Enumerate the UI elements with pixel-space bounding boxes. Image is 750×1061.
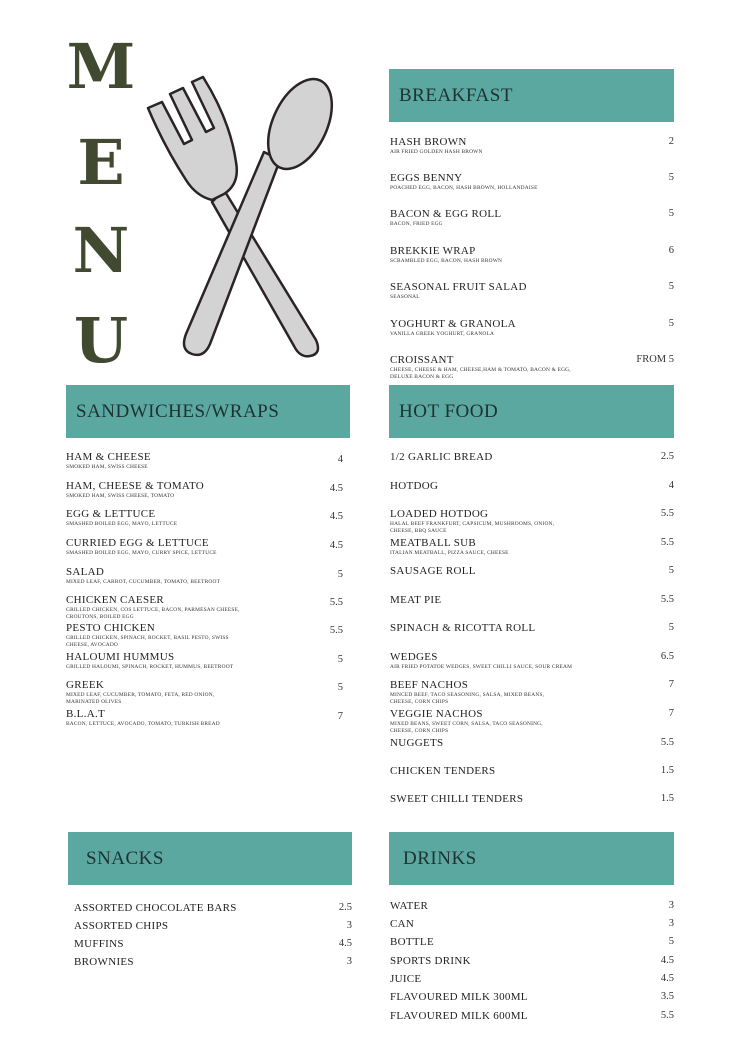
- list-item: [390, 451, 674, 463]
- item-name: SAUSAGE ROLL: [390, 565, 476, 577]
- item-description: AIR FRIED POTATOE WEDGES, SWEET CHILLI SAUCE, SOUR CREAM: [390, 664, 573, 670]
- item-description: CHEESE, CHEESE & HAM, CHEESE,HAM & TOMATO, BACON & EGG, DELUXE BACON & EGG: [390, 367, 571, 380]
- list-item: [66, 679, 343, 706]
- breakfast-list: [390, 136, 674, 386]
- item-name: JUICE: [390, 973, 422, 985]
- item-name: VEGGIE NACHOS: [390, 708, 483, 720]
- item-name: BACON & EGG ROLL: [390, 208, 502, 220]
- list-item: [390, 594, 674, 606]
- item-name: PESTO CHICKEN: [66, 622, 155, 634]
- item-description: AIR FRIED GOLDEN HASH BROWN: [390, 149, 483, 155]
- item-description: SMASHED BOILED EGG, MAYO, CURRY SPICE, LETTUCE: [66, 550, 217, 556]
- item-description: BACON, LETTUCE, AVOCADO, TOMATO, TURKISH BREAD: [66, 721, 220, 727]
- list-item: [66, 566, 343, 586]
- item-price: 4.5: [329, 540, 343, 551]
- item-name: HASH BROWN: [390, 136, 467, 148]
- fork-and-spoon-crossed-icon: [140, 72, 350, 362]
- list-item: [390, 708, 674, 735]
- list-item: [66, 594, 343, 621]
- item-description: BACON, FRIED EGG: [390, 221, 443, 227]
- item-price: 5.5: [660, 508, 674, 519]
- item-price: 4.5: [329, 511, 343, 522]
- item-name: ASSORTED CHIPS: [74, 920, 169, 932]
- drinks-list: [390, 900, 674, 1030]
- item-name: MEAT PIE: [390, 594, 442, 606]
- item-name: 1/2 GARLIC BREAD: [390, 451, 493, 463]
- list-item: [390, 765, 674, 777]
- item-price: 5: [668, 936, 674, 947]
- list-item: [390, 918, 674, 930]
- list-item: [74, 920, 352, 932]
- item-price: 4.5: [329, 483, 343, 494]
- list-item: [390, 480, 674, 492]
- list-item: [74, 938, 352, 950]
- item-description: HALAL BEEF FRANKFURT, CAPSICUM, MUSHROOMS, ONION, CHEESE, BBQ SAUCE: [390, 521, 555, 534]
- list-item: [390, 537, 674, 557]
- list-item: [390, 679, 674, 706]
- item-description: SMOKED HAM, SWISS CHEESE, TOMATO: [66, 493, 175, 499]
- list-item: [390, 793, 674, 805]
- list-item: [66, 451, 343, 471]
- item-name: BOTTLE: [390, 936, 434, 948]
- item-price: 5: [337, 654, 343, 665]
- item-price: 7: [337, 711, 343, 722]
- item-name: WATER: [390, 900, 429, 912]
- item-price: 2.5: [338, 902, 352, 913]
- item-price: 6: [668, 245, 674, 256]
- item-price: 5.5: [660, 737, 674, 748]
- list-item: [390, 955, 674, 967]
- item-price: 5: [337, 569, 343, 580]
- item-price: 4.5: [660, 955, 674, 966]
- item-price: 5.5: [660, 537, 674, 548]
- item-price: 3: [346, 956, 352, 967]
- list-item: [390, 318, 674, 338]
- item-name: GREEK: [66, 679, 105, 691]
- list-item: [390, 737, 674, 749]
- hot-food-heading: HOT FOOD: [399, 400, 499, 422]
- hot-food-header: [389, 385, 674, 438]
- item-description: MINCED BEEF, TACO SEASONING, SALSA, MIXED BEANS, CHEESE, CORN CHIPS: [390, 692, 545, 705]
- item-name: HOTDOG: [390, 480, 439, 492]
- item-description: MIXED BEANS, SWEET CORN, SALSA, TACO SEASONING, CHEESE, CORN CHIPS: [390, 721, 543, 734]
- item-price: 5: [668, 172, 674, 183]
- list-item: [390, 991, 674, 1003]
- breakfast-header: [389, 69, 674, 122]
- item-price: 7: [668, 679, 674, 690]
- list-item: [390, 651, 674, 671]
- item-name: EGG & LETTUCE: [66, 508, 156, 520]
- menu-title-letter-u: U: [73, 304, 129, 377]
- item-name: LOADED HOTDOG: [390, 508, 489, 520]
- item-price: 1.5: [660, 793, 674, 804]
- item-description: SEASONAL: [390, 294, 420, 300]
- item-description: MIXED LEAF, CARROT, CUCUMBER, TOMATO, BEETROOT: [66, 579, 221, 585]
- list-item: [74, 902, 352, 914]
- item-price: 5.5: [329, 597, 343, 608]
- item-name: SPINACH & RICOTTA ROLL: [390, 622, 536, 634]
- item-description: POACHED EGG, BACON, HASH BROWN, HOLLANDAISE: [390, 185, 538, 191]
- item-name: MEATBALL SUB: [390, 537, 477, 549]
- item-price: 5: [668, 281, 674, 292]
- item-name: CURRIED EGG & LETTUCE: [66, 537, 209, 549]
- snacks-list: [74, 902, 352, 982]
- list-item: [66, 508, 343, 528]
- item-name: FLAVOURED MILK 600ML: [390, 1010, 528, 1022]
- item-name: ASSORTED CHOCOLATE BARS: [74, 902, 237, 914]
- item-price: 3.5: [660, 991, 674, 1002]
- item-description: VANILLA GREEK YOGHURT, GRANOLA: [390, 331, 495, 337]
- item-name: BEEF NACHOS: [390, 679, 469, 691]
- item-name: SPORTS DRINK: [390, 955, 471, 967]
- item-price: 4: [337, 454, 343, 465]
- item-name: CAN: [390, 918, 415, 930]
- list-item: [66, 480, 343, 500]
- item-description: GRILLED CHICKEN, COS LETTUCE, BACON, PARMESAN CHEESE, CROUTONS, BOILED EGG: [66, 607, 240, 620]
- list-item: [66, 622, 343, 649]
- item-price: FROM 5: [636, 354, 674, 365]
- item-price: 1.5: [660, 765, 674, 776]
- item-price: 2.5: [660, 451, 674, 462]
- item-price: 2: [668, 136, 674, 147]
- snacks-heading: SNACKS: [86, 847, 164, 869]
- list-item: [390, 172, 674, 192]
- item-price: 5: [668, 622, 674, 633]
- item-name: SWEET CHILLI TENDERS: [390, 793, 524, 805]
- menu-title-letter-m: M: [66, 30, 136, 103]
- menu-title-letter-e: E: [77, 126, 125, 199]
- item-name: FLAVOURED MILK 300ML: [390, 991, 528, 1003]
- item-description: SCRAMBLED EGG, BACON, HASH BROWN: [390, 258, 503, 264]
- breakfast-heading: BREAKFAST: [399, 84, 513, 106]
- item-name: HAM & CHEESE: [66, 451, 151, 463]
- list-item: [390, 936, 674, 948]
- sandwiches-header: [66, 385, 350, 438]
- list-item: [390, 136, 674, 156]
- list-item: [390, 565, 674, 577]
- item-price: 3: [346, 920, 352, 931]
- item-description: GRILLED CHICKEN, SPINACH, ROCKET, BASIL PESTO, SWISS CHEESE, AVOCADO: [66, 635, 229, 648]
- list-item: [66, 708, 343, 728]
- item-price: 5: [337, 682, 343, 693]
- item-name: MUFFINS: [74, 938, 124, 950]
- item-name: CROISSANT: [390, 354, 454, 366]
- item-description: MIXED LEAF, CUCUMBER, TOMATO, FETA, RED ONION, MARINATED OLIVES: [66, 692, 215, 705]
- list-item: [390, 508, 674, 535]
- list-item: [390, 281, 674, 301]
- item-name: YOGHURT & GRANOLA: [390, 318, 516, 330]
- item-name: CHICKEN CAESER: [66, 594, 165, 606]
- sandwiches-heading: SANDWICHES/WRAPS: [76, 400, 280, 422]
- list-item: [66, 651, 343, 671]
- item-price: 3: [668, 918, 674, 929]
- list-item: [390, 354, 674, 381]
- item-name: B.L.A.T: [66, 708, 106, 720]
- item-description: SMASHED BOILED EGG, MAYO, LETTUCE: [66, 521, 178, 527]
- item-name: EGGS BENNY: [390, 172, 463, 184]
- item-name: HAM, CHEESE & TOMATO: [66, 480, 205, 492]
- item-name: WEDGES: [390, 651, 438, 663]
- item-description: ITALIAN MEATBALL, PIZZA SAUCE, CHEESE: [390, 550, 509, 556]
- item-name: BREKKIE WRAP: [390, 245, 476, 257]
- list-item: [74, 956, 352, 968]
- drinks-header: [389, 832, 674, 885]
- item-description: GRILLED HALOUMI, SPINACH, ROCKET, HUMMUS, BEETROOT: [66, 664, 234, 670]
- list-item: [66, 537, 343, 557]
- item-price: 5.5: [329, 625, 343, 636]
- sandwiches-list: [66, 451, 343, 741]
- item-name: BROWNIES: [74, 956, 134, 968]
- item-price: 4: [668, 480, 674, 491]
- item-price: 5.5: [660, 1010, 674, 1021]
- item-price: 3: [668, 900, 674, 911]
- item-price: 6.5: [660, 651, 674, 662]
- list-item: [390, 973, 674, 985]
- list-item: [390, 900, 674, 912]
- menu-title-letter-n: N: [72, 214, 130, 287]
- item-price: 5: [668, 565, 674, 576]
- item-price: 4.5: [338, 938, 352, 949]
- item-price: 5.5: [660, 594, 674, 605]
- list-item: [390, 1010, 674, 1022]
- list-item: [390, 622, 674, 634]
- item-name: SEASONAL FRUIT SALAD: [390, 281, 527, 293]
- list-item: [390, 245, 674, 265]
- item-name: HALOUMI HUMMUS: [66, 651, 175, 663]
- hot-food-list: [390, 451, 674, 811]
- item-price: 5: [668, 318, 674, 329]
- item-price: 5: [668, 208, 674, 219]
- item-price: 4.5: [660, 973, 674, 984]
- item-name: NUGGETS: [390, 737, 444, 749]
- item-description: SMOKED HAM, SWISS CHEESE: [66, 464, 148, 470]
- item-name: SALAD: [66, 566, 105, 578]
- item-price: 7: [668, 708, 674, 719]
- item-name: CHICKEN TENDERS: [390, 765, 496, 777]
- drinks-heading: DRINKS: [403, 847, 477, 869]
- snacks-header: [68, 832, 352, 885]
- list-item: [390, 208, 674, 228]
